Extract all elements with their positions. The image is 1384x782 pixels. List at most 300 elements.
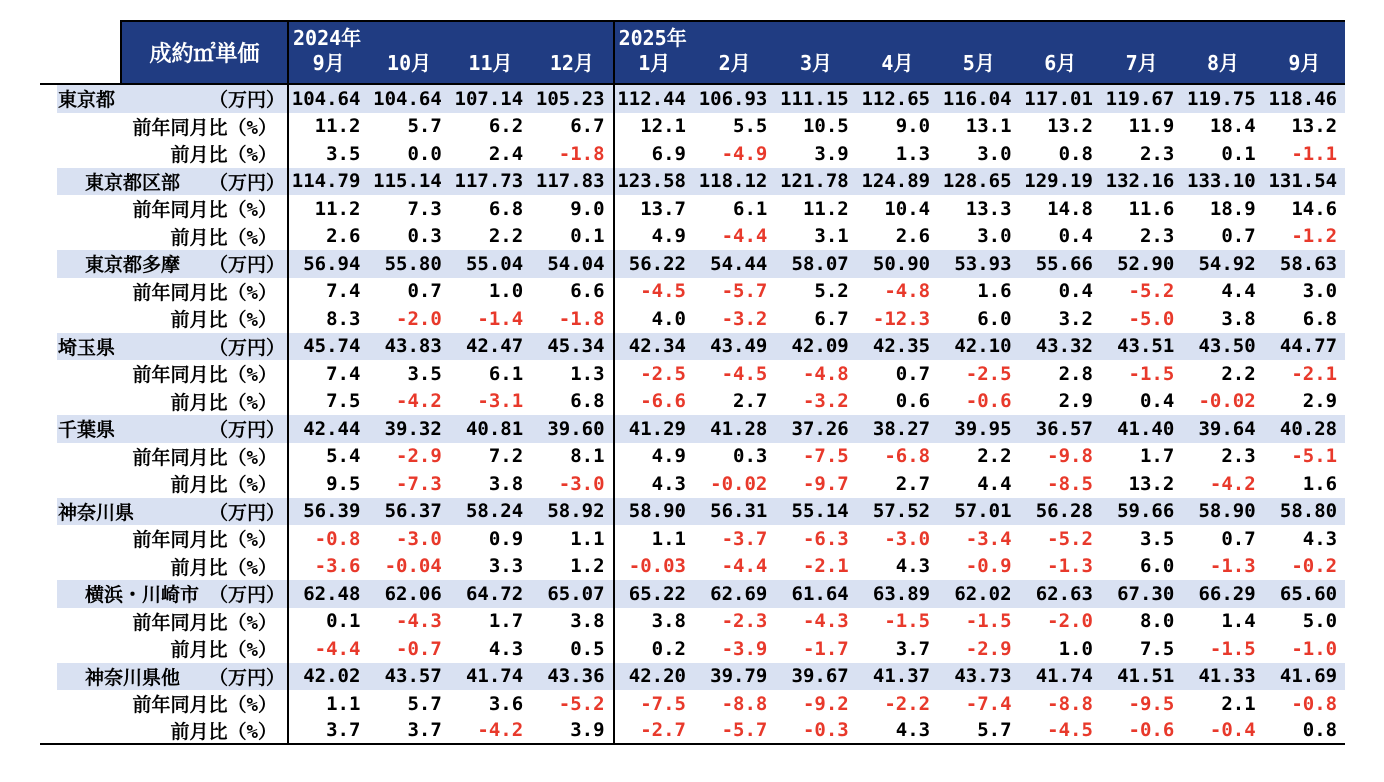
price-value-cell: 41.37: [857, 663, 938, 691]
yoy-value-cell: 7.4: [287, 360, 368, 388]
mom-value-cell: 2.2: [488, 225, 524, 248]
yoy-value-cell: 6.8: [488, 197, 524, 220]
price-value-cell: 40.28: [1264, 415, 1345, 443]
yoy-label-cell: [40, 443, 287, 471]
price-value-cell: 56.37: [368, 498, 449, 526]
yoy-value-cell: -2.0: [1047, 610, 1093, 633]
mom-value-cell: 2.9: [1058, 390, 1093, 413]
price-value-cell: 42.10: [938, 333, 1019, 361]
yoy-value-cell: 13.1: [965, 115, 1012, 138]
mom-value-cell: 0.6: [895, 390, 931, 413]
mom-value-cell: -6.6: [613, 388, 694, 416]
mom-label: 前月比（%）: [170, 639, 277, 662]
mom-label: 前月比（%）: [170, 720, 277, 743]
region-label-cell: [40, 663, 287, 691]
yoy-value-cell: 7.2: [488, 445, 524, 468]
price-value-cell: 133.10: [1182, 168, 1263, 196]
yoy-value-cell: -7.5: [613, 690, 694, 718]
yoy-value-cell: 2.8: [1058, 362, 1093, 385]
yoy-label: 前年同月比（%）: [132, 446, 277, 469]
mom-value-cell: 0.2: [613, 635, 694, 663]
mom-value-cell: 2.4: [488, 142, 524, 165]
price-value-cell: 121.78: [775, 168, 856, 196]
yoy-value-cell: 11.2: [287, 195, 368, 223]
price-value-cell: 40.81: [450, 415, 531, 443]
price-value-cell: 62.63: [1020, 580, 1101, 608]
yoy-value-cell: -4.3: [396, 610, 442, 633]
price-value-cell: 58.92: [531, 498, 612, 526]
mom-value-cell: -0.3: [775, 718, 856, 746]
mom-value-cell: 0.3: [407, 225, 442, 248]
mom-value-cell: 5.7: [938, 718, 1019, 746]
mom-value-cell: -4.9: [721, 142, 768, 165]
yoy-value-cell: -0.8: [287, 525, 368, 553]
mom-value-cell: 3.7: [895, 637, 931, 660]
mom-value-cell: 7.5: [287, 388, 368, 416]
mom-value-cell: -0.7: [396, 637, 442, 660]
price-value-cell: 117.83: [531, 168, 612, 196]
yoy-value-cell: 5.0: [1302, 610, 1338, 633]
yoy-value-cell: 6.1: [733, 197, 768, 220]
mom-value-cell: 4.3: [613, 470, 694, 498]
month-header: 8月: [1182, 50, 1263, 85]
region-name: 神奈川県他: [85, 666, 181, 689]
price-value-cell: 52.90: [1101, 250, 1182, 278]
mom-value-cell: -1.0: [1291, 637, 1338, 660]
mom-value-cell: -12.3: [872, 307, 931, 330]
yoy-label-cell: [40, 278, 287, 306]
yoy-value-cell: 11.2: [287, 113, 368, 141]
yoy-value-cell: -9.5: [1128, 692, 1175, 715]
price-value-cell: 64.72: [450, 580, 531, 608]
mom-label-cell: [40, 635, 287, 663]
yoy-label-cell: [40, 690, 287, 718]
yoy-value-cell: 7.4: [287, 278, 368, 306]
yoy-value-cell: -4.3: [802, 610, 849, 633]
price-value-cell: 39.67: [775, 663, 856, 691]
yoy-value-cell: 0.7: [407, 280, 442, 303]
mom-value-cell: 3.0: [977, 142, 1012, 165]
price-value-cell: 67.30: [1101, 580, 1182, 608]
price-value-cell: 55.04: [450, 250, 531, 278]
price-value-cell: 118.12: [694, 168, 775, 196]
mom-value-cell: -0.02: [710, 472, 768, 495]
mom-label: 前月比（%）: [170, 474, 277, 497]
yoy-value-cell: -4.8: [884, 280, 931, 303]
mom-value-cell: 2.7: [733, 390, 768, 413]
mom-label: 前月比（%）: [170, 391, 277, 414]
yoy-value-cell: -8.8: [721, 692, 768, 715]
mom-value-cell: 6.7: [814, 307, 849, 330]
mom-value-cell: 4.4: [977, 472, 1012, 495]
unit-label: （万円）: [208, 254, 285, 277]
yoy-label-cell: [40, 608, 287, 636]
price-value-cell: 42.20: [613, 663, 694, 691]
yoy-value-cell: -3.4: [965, 527, 1012, 550]
price-value-cell: 42.35: [857, 333, 938, 361]
yoy-value-cell: -1.5: [1128, 362, 1175, 385]
mom-label-cell: [40, 553, 287, 581]
mom-value-cell: 3.2: [1058, 307, 1093, 330]
price-value-cell: 55.14: [775, 498, 856, 526]
mom-value-cell: 3.9: [531, 718, 612, 746]
mom-value-cell: 3.8: [1221, 307, 1256, 330]
price-value-cell: 112.65: [857, 85, 938, 113]
price-value-cell: 65.60: [1264, 580, 1345, 608]
price-value-cell: 114.79: [287, 168, 368, 196]
price-value-cell: 62.06: [368, 580, 449, 608]
yoy-value-cell: 4.9: [613, 443, 694, 471]
yoy-value-cell: -4.8: [802, 362, 849, 385]
yoy-value-cell: -5.2: [558, 692, 605, 715]
mom-value-cell: -0.9: [965, 555, 1012, 578]
mom-value-cell: -2.0: [396, 307, 442, 330]
yoy-value-cell: -6.3: [802, 527, 849, 550]
price-value-cell: 58.90: [1182, 498, 1263, 526]
mom-value-cell: 6.0: [977, 307, 1012, 330]
yoy-value-cell: 7.3: [407, 197, 442, 220]
unit-label: （万円）: [208, 336, 285, 359]
yoy-value-cell: 9.0: [570, 197, 605, 220]
price-value-cell: 63.89: [857, 580, 938, 608]
mom-value-cell: 3.1: [814, 225, 849, 248]
mom-value-cell: -4.4: [287, 635, 368, 663]
yoy-value-cell: 0.7: [1221, 527, 1256, 550]
mom-value-cell: -4.2: [450, 718, 531, 746]
region-name: 東京都: [58, 89, 116, 112]
mom-value-cell: 3.0: [977, 225, 1012, 248]
mom-value-cell: -1.1: [1291, 142, 1338, 165]
price-value-cell: 45.74: [287, 333, 368, 361]
region-label-cell: [40, 168, 287, 196]
price-value-cell: 50.90: [857, 250, 938, 278]
mom-label-cell: [40, 223, 287, 251]
unit-label: （万円）: [208, 501, 285, 524]
price-value-cell: 115.14: [368, 168, 449, 196]
mom-value-cell: -5.7: [694, 718, 775, 746]
yoy-value-cell: 1.1: [613, 525, 694, 553]
price-value-cell: 61.64: [775, 580, 856, 608]
mom-value-cell: 3.9: [814, 142, 849, 165]
mom-value-cell: 3.8: [488, 472, 524, 495]
mom-value-cell: 13.2: [1128, 472, 1175, 495]
region-label-cell: [40, 498, 287, 526]
mom-value-cell: -7.3: [396, 472, 442, 495]
unit-label: （万円）: [208, 666, 285, 689]
price-value-cell: 105.23: [531, 85, 612, 113]
price-table: [40, 20, 1345, 745]
yoy-value-cell: 11.9: [1128, 115, 1175, 138]
mom-value-cell: -2.9: [965, 637, 1012, 660]
mom-value-cell: 1.2: [570, 555, 605, 578]
price-value-cell: 111.15: [775, 85, 856, 113]
mom-value-cell: 4.3: [488, 637, 524, 660]
yoy-value-cell: 2.2: [1221, 362, 1256, 385]
yoy-label: 前年同月比（%）: [132, 281, 277, 304]
yoy-value-cell: 13.3: [965, 197, 1012, 220]
region-label-cell: [40, 580, 287, 608]
price-value-cell: 106.93: [694, 85, 775, 113]
price-value-cell: 41.29: [613, 415, 694, 443]
yoy-value-cell: -5.2: [1047, 527, 1093, 550]
yoy-value-cell: 18.4: [1209, 115, 1256, 138]
yoy-value-cell: -5.1: [1291, 445, 1338, 468]
month-header: 4月: [857, 50, 938, 85]
yoy-value-cell: 5.7: [407, 115, 442, 138]
price-value-cell: 43.51: [1101, 333, 1182, 361]
price-value-cell: 41.40: [1101, 415, 1182, 443]
mom-value-cell: 6.0: [1139, 555, 1175, 578]
yoy-value-cell: 1.3: [570, 362, 605, 385]
mom-value-cell: -0.4: [1182, 718, 1263, 746]
mom-value-cell: 0.8: [1264, 718, 1345, 746]
month-header: 1月: [613, 50, 694, 85]
price-value-cell: 36.57: [1020, 415, 1101, 443]
yoy-value-cell: -2.3: [721, 610, 768, 633]
price-value-cell: 65.22: [613, 580, 694, 608]
price-value-cell: 53.93: [938, 250, 1019, 278]
yoy-label-cell: [40, 195, 287, 223]
price-value-cell: 43.49: [694, 333, 775, 361]
yoy-value-cell: 8.1: [570, 445, 605, 468]
mom-value-cell: 2.6: [895, 225, 931, 248]
mom-value-cell: -1.5: [1209, 637, 1256, 660]
yoy-value-cell: -3.7: [721, 527, 768, 550]
mom-value-cell: -4.4: [721, 555, 768, 578]
price-value-cell: 66.29: [1182, 580, 1263, 608]
yoy-value-cell: 9.0: [895, 115, 931, 138]
yoy-value-cell: 10.5: [802, 115, 849, 138]
mom-value-cell: 4.3: [857, 718, 938, 746]
yoy-label-cell: [40, 113, 287, 141]
price-value-cell: 117.01: [1020, 85, 1101, 113]
price-value-cell: 62.02: [938, 580, 1019, 608]
price-value-cell: 56.94: [287, 250, 368, 278]
table-header-corner: [40, 20, 287, 85]
month-header: 2月: [694, 50, 775, 85]
mom-value-cell: -0.2: [1291, 555, 1338, 578]
yoy-value-cell: -5.7: [721, 280, 768, 303]
price-value-cell: 124.89: [857, 168, 938, 196]
yoy-label-cell: [40, 525, 287, 553]
yoy-value-cell: -1.5: [965, 610, 1012, 633]
mom-value-cell: -3.6: [287, 553, 368, 581]
yoy-value-cell: 1.6: [977, 280, 1012, 303]
price-value-cell: 43.83: [368, 333, 449, 361]
region-label-cell: [40, 333, 287, 361]
price-value-cell: 55.66: [1020, 250, 1101, 278]
price-value-cell: 54.44: [694, 250, 775, 278]
yoy-value-cell: 0.4: [1058, 280, 1093, 303]
yoy-value-cell: 1.1: [287, 690, 368, 718]
yoy-value-cell: -4.5: [721, 362, 768, 385]
month-header: 9月: [287, 50, 368, 85]
mom-value-cell: -3.9: [721, 637, 768, 660]
mom-label: 前月比（%）: [170, 309, 277, 332]
mom-value-cell: -1.3: [1047, 555, 1093, 578]
yoy-value-cell: 5.7: [407, 692, 442, 715]
mom-value-cell: 2.3: [1139, 142, 1175, 165]
mom-value-cell: 0.7: [1221, 225, 1256, 248]
yoy-label: 前年同月比（%）: [132, 694, 277, 717]
yoy-value-cell: 13.2: [1047, 115, 1093, 138]
yoy-value-cell: 14.8: [1047, 197, 1093, 220]
month-header: 6月: [1020, 50, 1101, 85]
price-value-cell: 54.92: [1182, 250, 1263, 278]
price-value-cell: 128.65: [938, 168, 1019, 196]
price-value-cell: 57.52: [857, 498, 938, 526]
price-value-cell: 41.74: [1020, 663, 1101, 691]
mom-value-cell: 2.9: [1302, 390, 1338, 413]
yoy-value-cell: 1.0: [488, 280, 524, 303]
yoy-value-cell: -9.2: [802, 692, 849, 715]
region-name: 千葉県: [58, 419, 116, 442]
yoy-value-cell: 2.1: [1221, 692, 1256, 715]
price-value-cell: 37.26: [775, 415, 856, 443]
mom-value-cell: -8.5: [1047, 472, 1093, 495]
yoy-value-cell: 6.2: [488, 115, 524, 138]
mom-value-cell: 7.5: [1139, 637, 1175, 660]
mom-value-cell: -0.04: [384, 555, 442, 578]
yoy-value-cell: 3.5: [1139, 527, 1175, 550]
mom-value-cell: 4.3: [895, 555, 931, 578]
mom-value-cell: -1.8: [558, 142, 605, 165]
mom-label: 前月比（%）: [170, 144, 277, 167]
mom-label-cell: [40, 140, 287, 168]
unit-label: （万円）: [208, 419, 285, 442]
mom-value-cell: 2.3: [1139, 225, 1175, 248]
yoy-value-cell: 0.1: [287, 608, 368, 636]
yoy-value-cell: 12.1: [613, 113, 694, 141]
yoy-value-cell: 1.4: [1221, 610, 1256, 633]
mom-label-cell: [40, 305, 287, 333]
yoy-value-cell: 6.7: [570, 115, 605, 138]
yoy-value-cell: -2.2: [884, 692, 931, 715]
table-title: 成約㎡単価: [120, 20, 287, 83]
yoy-value-cell: 6.6: [570, 280, 605, 303]
price-value-cell: 42.34: [613, 333, 694, 361]
mom-value-cell: -0.6: [965, 390, 1012, 413]
price-value-cell: 56.22: [613, 250, 694, 278]
price-value-cell: 45.34: [531, 333, 612, 361]
year-header: 2024年: [287, 20, 613, 50]
price-value-cell: 55.80: [368, 250, 449, 278]
yoy-value-cell: 4.4: [1221, 280, 1256, 303]
price-value-cell: 129.19: [1020, 168, 1101, 196]
price-value-cell: 41.69: [1264, 663, 1345, 691]
month-header: 11月: [450, 50, 531, 85]
month-header: 7月: [1101, 50, 1182, 85]
yoy-value-cell: -3.0: [884, 527, 931, 550]
yoy-value-cell: -2.9: [396, 445, 442, 468]
mom-value-cell: 0.1: [1221, 142, 1256, 165]
price-value-cell: 62.69: [694, 580, 775, 608]
yoy-label: 前年同月比（%）: [132, 116, 277, 139]
mom-value-cell: 0.4: [1139, 390, 1175, 413]
yoy-value-cell: 1.7: [488, 610, 524, 633]
mom-value-cell: 0.5: [570, 637, 605, 660]
yoy-value-cell: 4.3: [1302, 527, 1338, 550]
price-value-cell: 39.32: [368, 415, 449, 443]
yoy-value-cell: -5.2: [1128, 280, 1175, 303]
price-value-cell: 42.47: [450, 333, 531, 361]
price-value-cell: 42.02: [287, 663, 368, 691]
mom-value-cell: -2.7: [613, 718, 694, 746]
price-value-cell: 117.73: [450, 168, 531, 196]
region-name: 横浜・川崎市: [85, 584, 200, 607]
yoy-value-cell: 14.6: [1291, 197, 1338, 220]
month-header: 10月: [368, 50, 449, 85]
mom-value-cell: 1.6: [1302, 472, 1338, 495]
mom-value-cell: 9.5: [287, 470, 368, 498]
mom-value-cell: 4.9: [613, 223, 694, 251]
month-header: 9月: [1264, 50, 1345, 85]
price-value-cell: 58.80: [1264, 498, 1345, 526]
mom-value-cell: 0.8: [1058, 142, 1093, 165]
mom-value-cell: 3.3: [488, 555, 524, 578]
price-value-cell: 58.07: [775, 250, 856, 278]
mom-value-cell: -1.4: [477, 307, 524, 330]
price-value-cell: 39.79: [694, 663, 775, 691]
price-value-cell: 62.48: [287, 580, 368, 608]
price-value-cell: 39.95: [938, 415, 1019, 443]
yoy-value-cell: -6.8: [884, 445, 931, 468]
mom-value-cell: -0.02: [1198, 390, 1256, 413]
mom-value-cell: 8.3: [287, 305, 368, 333]
price-value-cell: 39.64: [1182, 415, 1263, 443]
mom-value-cell: -1.8: [558, 307, 605, 330]
price-value-cell: 54.04: [531, 250, 612, 278]
region-label-cell: [40, 250, 287, 278]
mom-value-cell: 6.8: [570, 390, 605, 413]
yoy-value-cell: 11.2: [802, 197, 849, 220]
mom-value-cell: 3.5: [287, 140, 368, 168]
mom-value-cell: -5.0: [1128, 307, 1175, 330]
yoy-value-cell: 0.3: [733, 445, 768, 468]
yoy-value-cell: 1.7: [1139, 445, 1175, 468]
mom-value-cell: 3.7: [368, 718, 449, 746]
yoy-value-cell: 10.4: [884, 197, 931, 220]
price-value-cell: 41.33: [1182, 663, 1263, 691]
unit-label: （万円）: [208, 584, 285, 607]
yoy-value-cell: -9.8: [1047, 445, 1093, 468]
price-value-cell: 119.67: [1101, 85, 1182, 113]
year-header: 2025年: [613, 20, 1346, 50]
unit-label: （万円）: [208, 89, 285, 112]
price-value-cell: 41.28: [694, 415, 775, 443]
price-value-cell: 43.73: [938, 663, 1019, 691]
yoy-value-cell: 6.1: [488, 362, 524, 385]
month-header: 3月: [775, 50, 856, 85]
price-value-cell: 57.01: [938, 498, 1019, 526]
yoy-value-cell: 3.8: [613, 608, 694, 636]
yoy-value-cell: -2.5: [613, 360, 694, 388]
price-value-cell: 42.44: [287, 415, 368, 443]
yoy-value-cell: -8.8: [1047, 692, 1093, 715]
price-value-cell: 123.58: [613, 168, 694, 196]
mom-label: 前月比（%）: [170, 226, 277, 249]
yoy-value-cell: 18.9: [1209, 197, 1256, 220]
yoy-value-cell: 8.0: [1139, 610, 1175, 633]
price-value-cell: 112.44: [613, 85, 694, 113]
yoy-label: 前年同月比（%）: [132, 199, 277, 222]
yoy-value-cell: 0.7: [895, 362, 931, 385]
yoy-value-cell: -2.1: [1291, 362, 1338, 385]
yoy-value-cell: 5.4: [287, 443, 368, 471]
mom-value-cell: 4.0: [613, 305, 694, 333]
price-value-cell: 116.04: [938, 85, 1019, 113]
yoy-value-cell: 2.2: [977, 445, 1012, 468]
